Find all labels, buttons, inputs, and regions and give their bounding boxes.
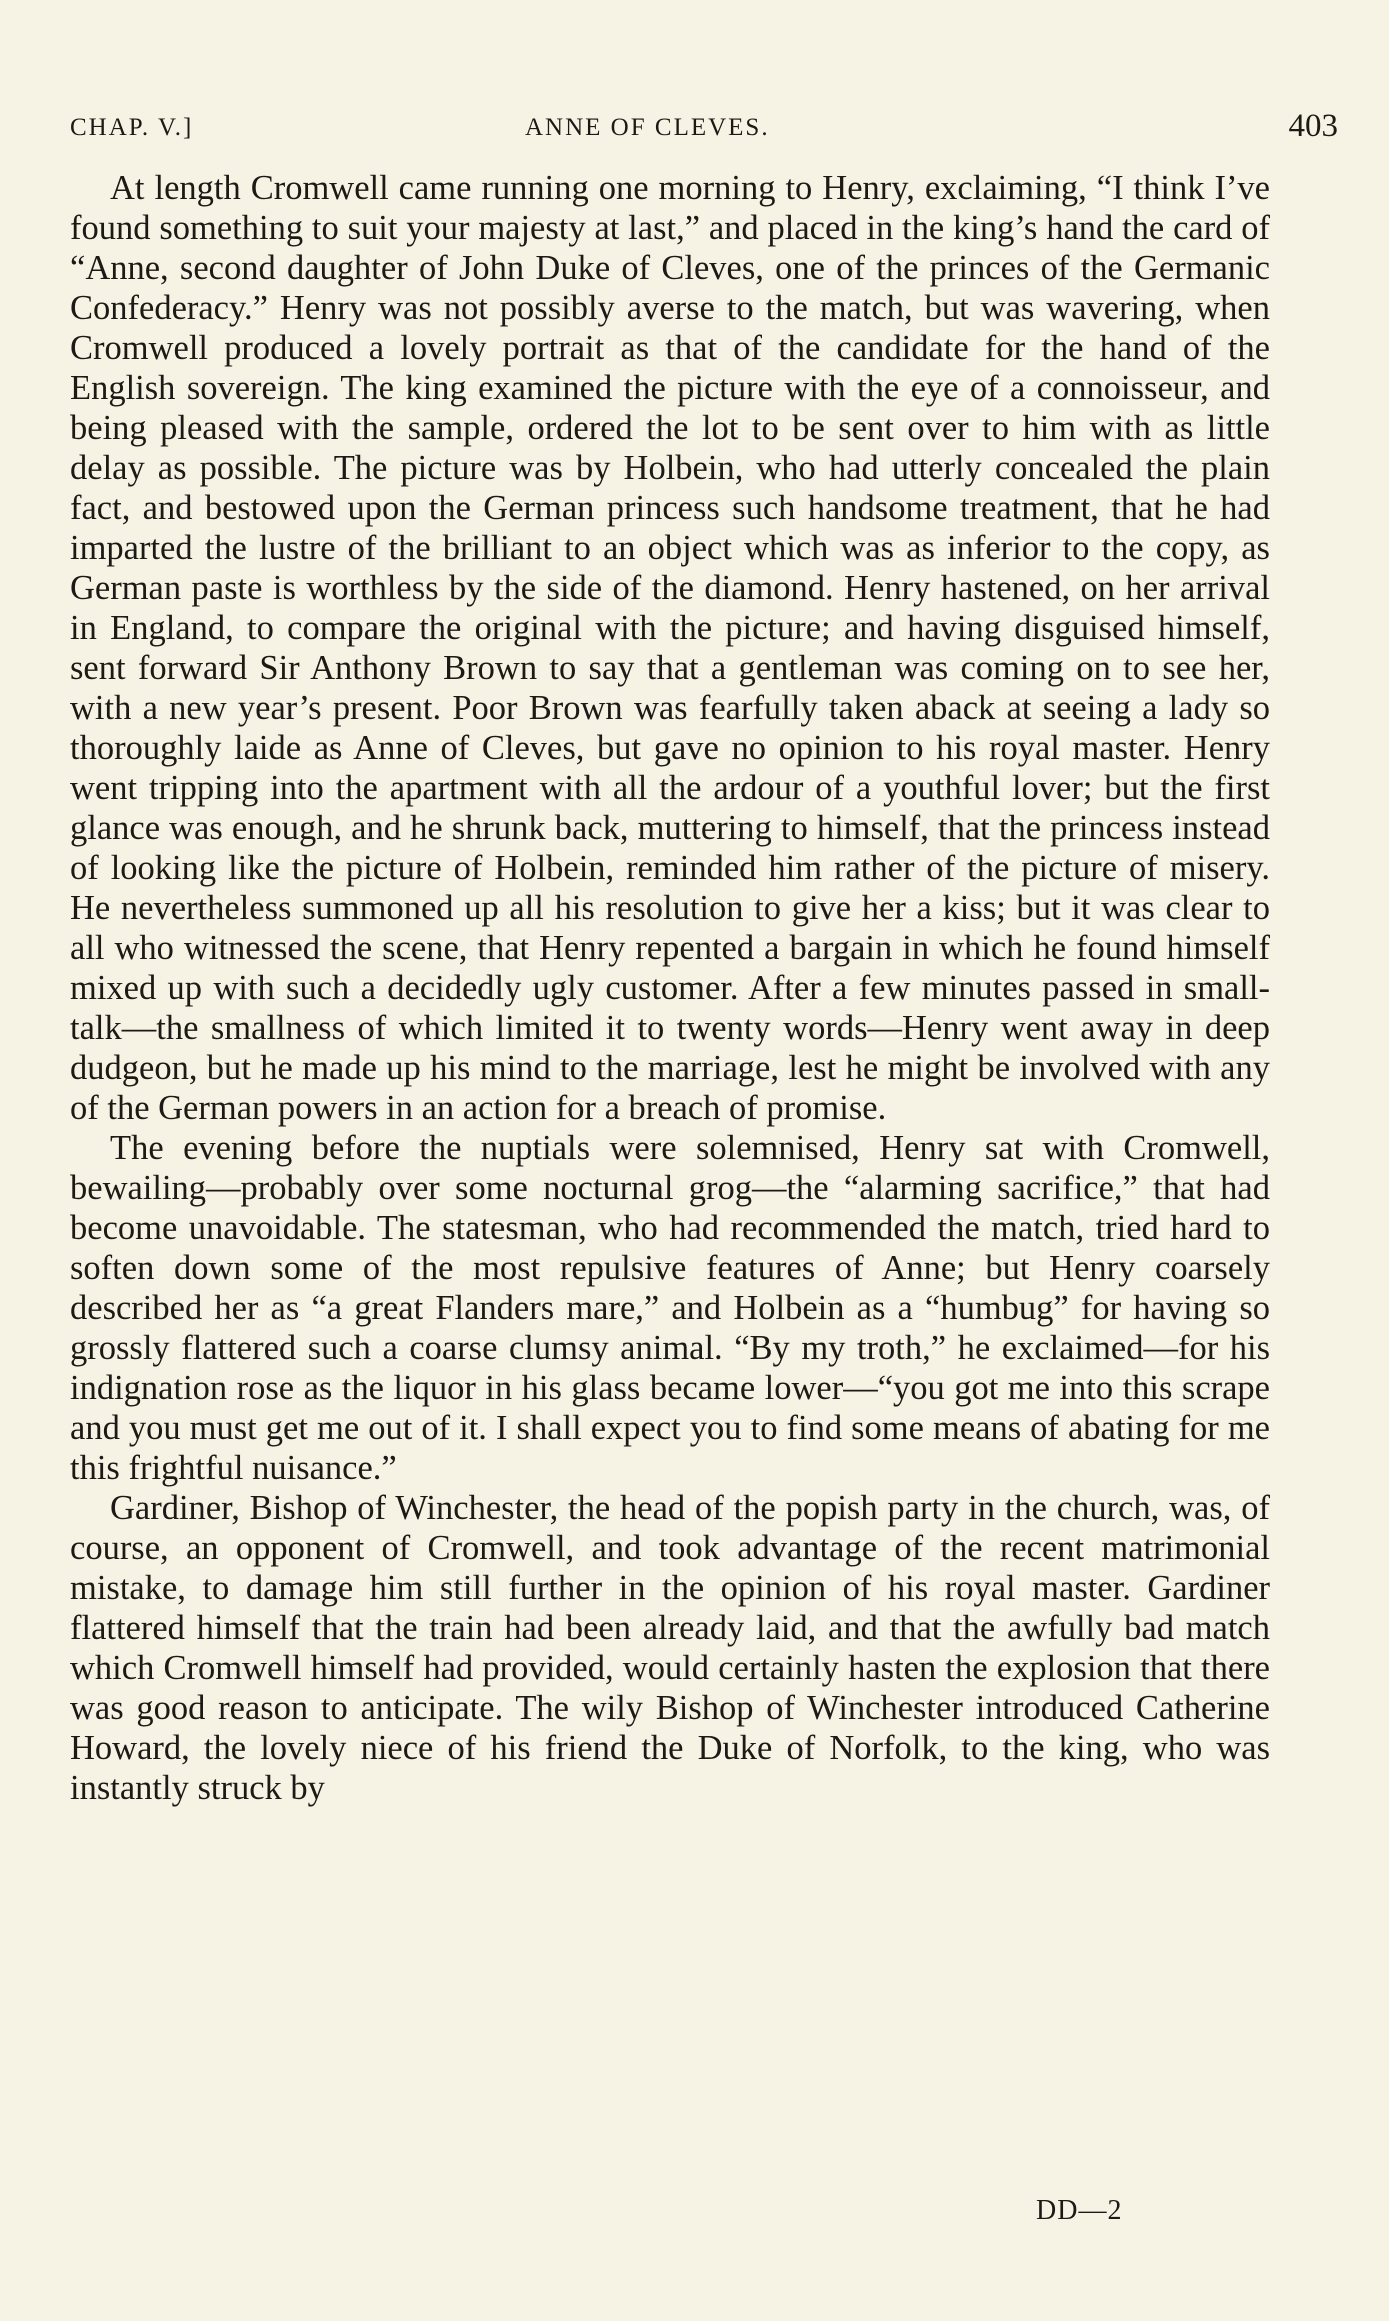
paragraph-3: Gardiner, Bishop of Winchester, the head of the popish party in the church, was, of course, an opponent of Cromwell, and took advantage of the recent matrimonial mistake, to damage him still further in the opinion of his royal master. Gardiner flattered himself that the train had been already laid, and that the awfully bad match which Cromwell himself had provided, would certainly hasten the explosion that there was good reason to anticipate. The wily Bishop of Winchester introduced Catherine Howard, the lovely niece of his friend the Duke of Norfolk, to the king, who was instantly struck by: [70, 1489, 1270, 1807]
book-page: [70, 0, 1338, 2321]
page-number: 403: [1288, 108, 1338, 144]
running-head: [70, 108, 1338, 148]
chapter-label: CHAP. V.]: [70, 114, 194, 141]
paragraph-1: At length Cromwell came running one morning to Henry, exclaiming, “I think I’ve found something to suit your majesty at last,” and placed in the king’s hand the card of “Anne, second daughter of John Duke of Cleves, one of the princes of the Germanic Confederacy.” Henry was not possibly averse to the match, but was wavering, when Cromwell produced a lovely portrait as that of the candidate for the hand of the English sovereign. The king examined the picture with the eye of a connoisseur, and being pleased with the sample, ordered the lot to be sent over to him with as little delay as possible. The picture was by Holbein, who had utterly concealed the plain fact, and bestowed upon the German princess such handsome treatment, that he had imparted the lustre of the brilliant to an object which was as inferior to the copy, as German paste is worthless by the side of the diamond. Henry hastened, on her arrival in England, to compare the original with the picture; and having disguised himself, sent forward Sir Anthony Brown to say that a gentleman was coming on to see her, with a new year’s present. Poor Brown was fearfully taken aback at seeing a lady so thoroughly laide as Anne of Cleves, but gave no opinion to his royal master. Henry went tripping into the apartment with all the ardour of a youthful lover; but the first glance was enough, and he shrunk back, muttering to himself, that the princess instead of looking like the picture of Holbein, reminded him rather of the picture of misery. He nevertheless summoned up all his resolution to give her a kiss; but it was clear to all who witnessed the scene, that Henry repented a bargain in which he found himself mixed up with such a decidedly ugly customer. After a few minutes passed in small-talk—the smallness of which limited it to twenty words—Henry went away in deep dudgeon, but he made up his mind to the marriage, lest he might be involved with any of the German powers in an action for a breach of promise.: [70, 169, 1270, 1127]
running-title: ANNE OF CLEVES.: [525, 114, 770, 141]
paragraph-2: The evening before the nuptials were solemnised, Henry sat with Cromwell, bewailing—probably over some nocturnal grog—the “alarming sacrifice,” that had become unavoidable. The statesman, who had recommended the match, tried hard to soften down some of the most repulsive features of Anne; but Henry coarsely described her as “a great Flanders mare,” and Holbein as a “humbug” for having so grossly flattered such a coarse clumsy animal. “By my troth,” he exclaimed—for his indignation rose as the liquor in his glass became lower—“you got me into this scrape and you must get me out of it. I shall expect you to find some means of abating for me this frightful nuisance.”: [70, 1129, 1270, 1487]
signature-mark: DD—2: [1036, 2195, 1123, 2226]
body-text: [70, 168, 1270, 1808]
